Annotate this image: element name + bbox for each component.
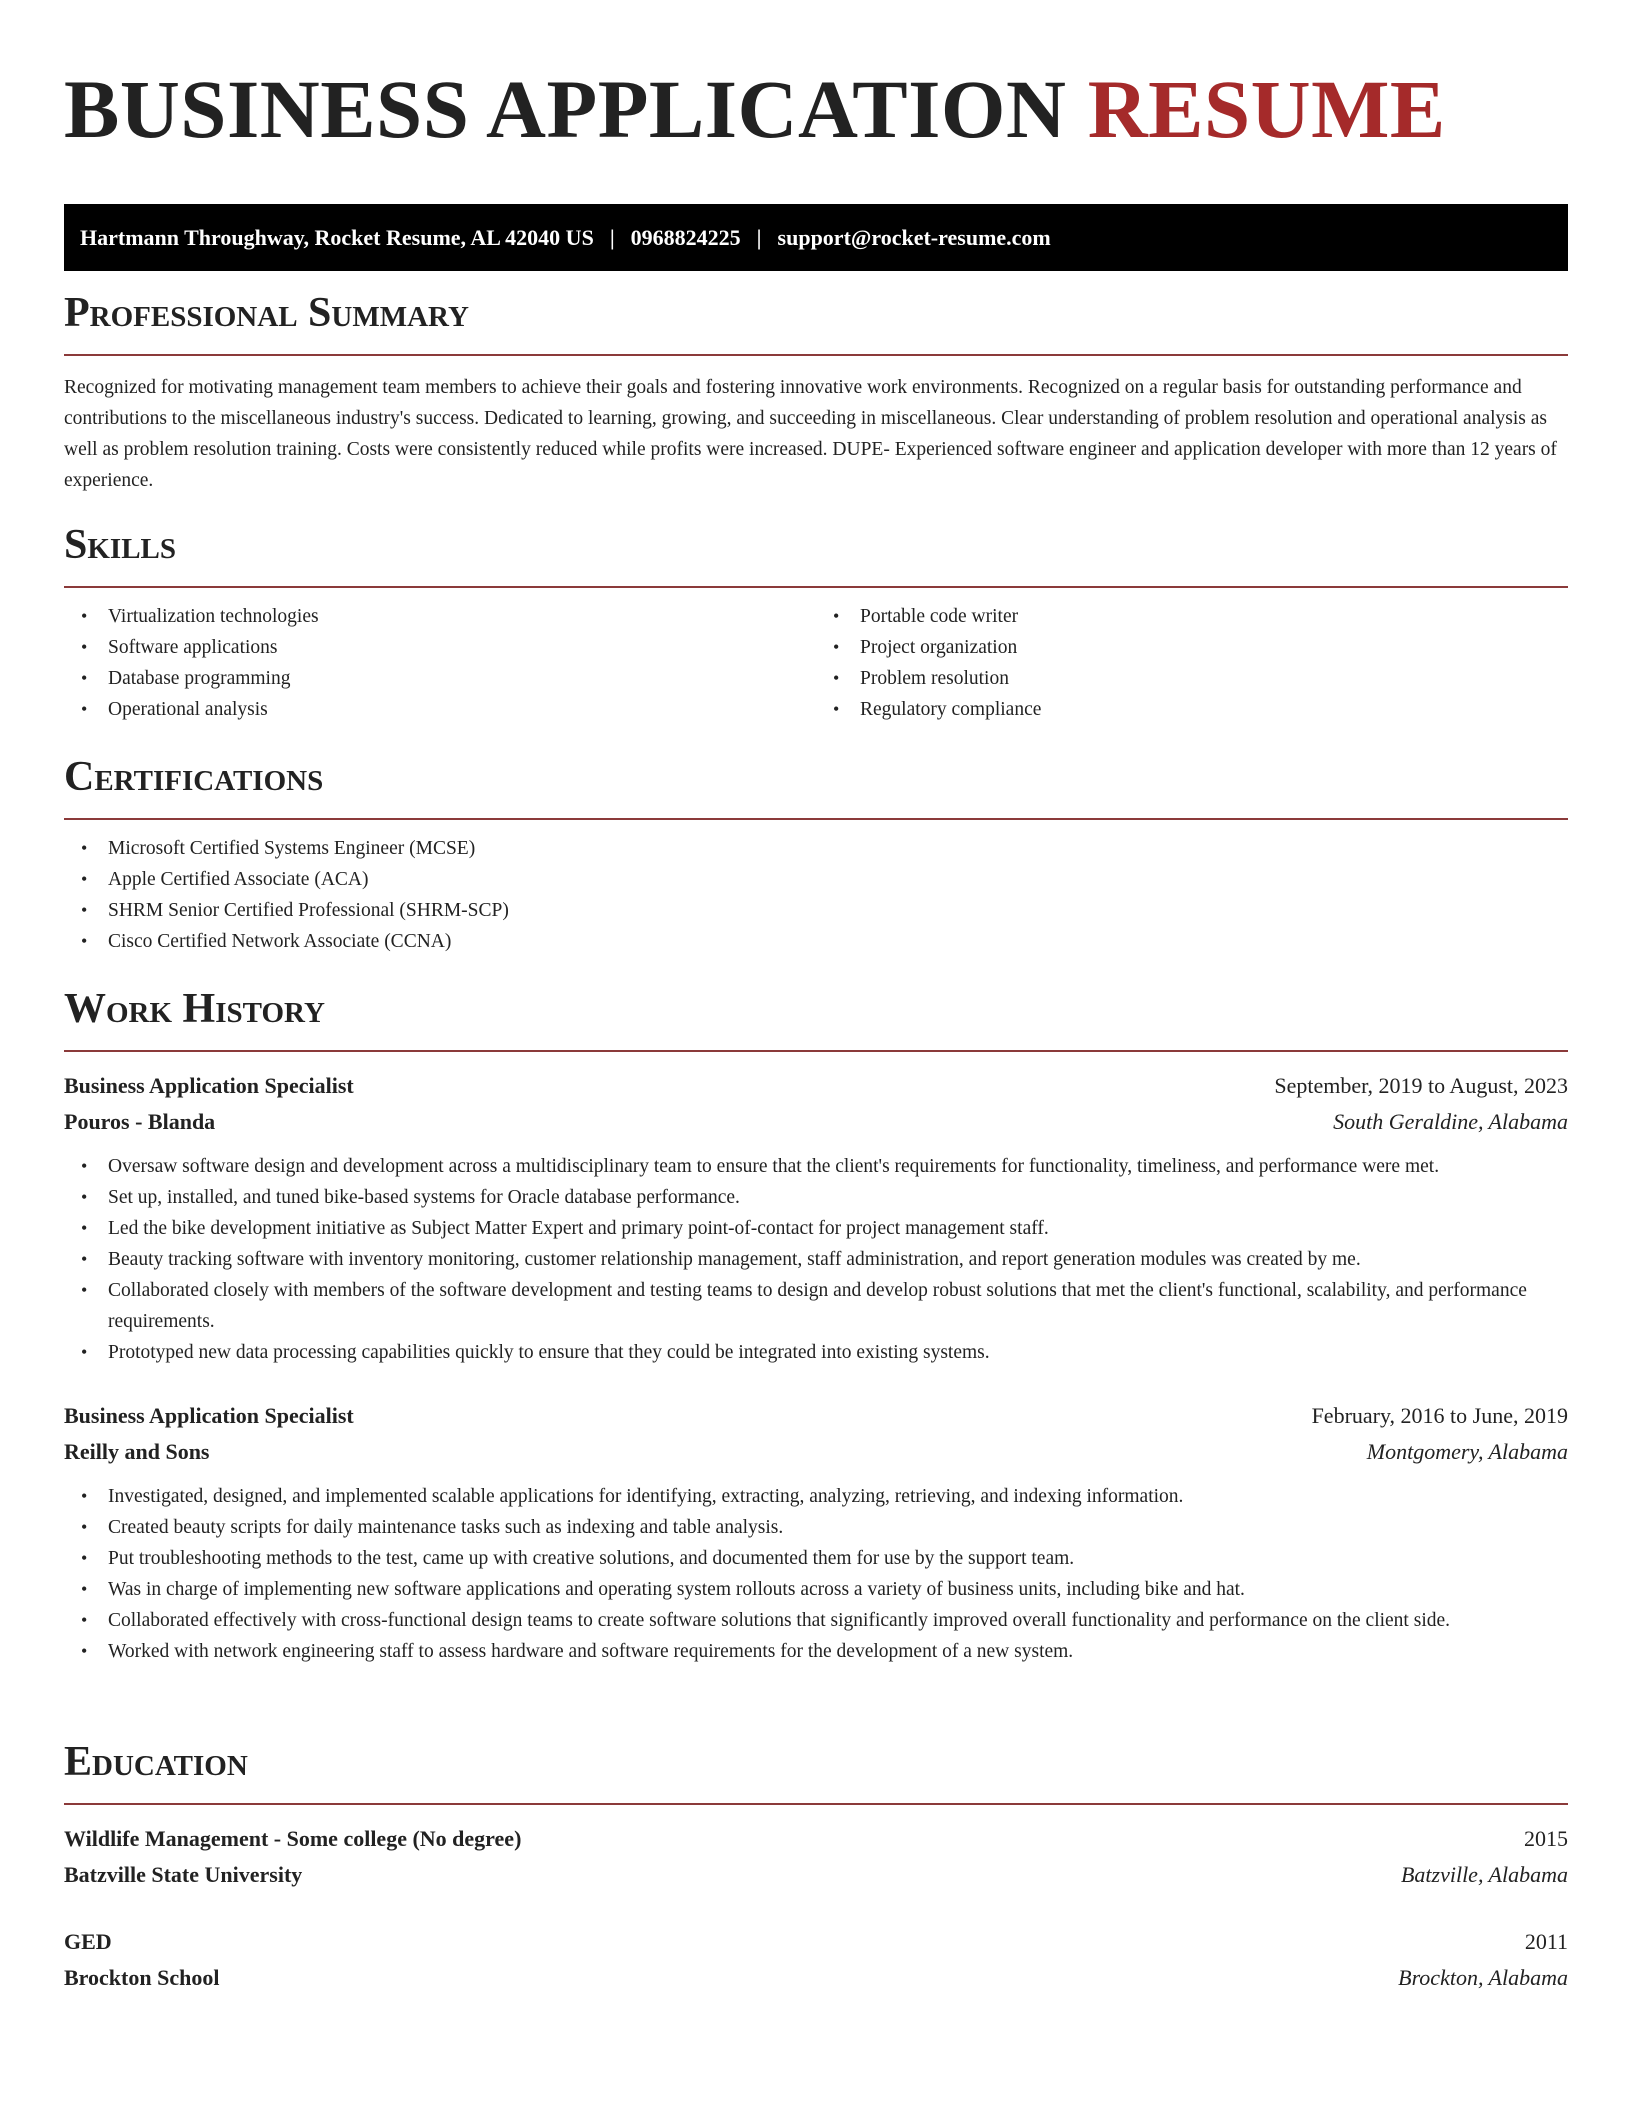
education-entry-header: [64, 1821, 1568, 1857]
certifications-section: [64, 756, 1568, 957]
education-year: 2015: [1524, 1826, 1568, 1851]
education-entry-header: [64, 1924, 1568, 1960]
contact-address: Hartmann Throughway, Rocket Resume, AL 42040 US: [80, 224, 594, 250]
job-location: South Geraldine, Alabama: [1333, 1109, 1568, 1134]
skills-list-left: [64, 601, 816, 725]
job-dates: September, 2019 to August, 2023: [1274, 1073, 1568, 1098]
education-entry-subheader: [64, 1960, 1568, 1996]
job-location: Montgomery, Alabama: [1366, 1439, 1568, 1464]
job-bullet: • Created beauty scripts for daily maintenance tasks such as indexing and table analysis.: [64, 1512, 1568, 1543]
education-entry: [64, 1924, 1568, 1996]
education-section: [64, 1741, 1568, 1996]
work-entry-header: [64, 1068, 1568, 1104]
job-bullet: • Collaborated effectively with cross-functional design teams to create software solutions that significantly improved overall functionality and performance on the client side.: [64, 1605, 1568, 1636]
section-title-work: Work History: [64, 986, 325, 1032]
contact-bar: [64, 204, 1568, 271]
section-title-education: Education: [64, 1739, 248, 1785]
job-bullets: [64, 1481, 1568, 1667]
section-title-skills: Skills: [64, 522, 177, 568]
contact-phone: 0968824225: [630, 224, 741, 250]
job-bullet: • Put troubleshooting methods to the test, came up with creative solutions, and documented them for use by the support team.: [64, 1543, 1568, 1574]
resume-title-accent: RESUME: [1087, 63, 1446, 155]
work-entry: [64, 1398, 1568, 1667]
job-bullet: • Led the bike development initiative as Subject Matter Expert and primary point-of-contact for project management staff.: [64, 1213, 1568, 1244]
work-entry-header: [64, 1398, 1568, 1434]
company-name: Pouros - Blanda: [64, 1109, 216, 1134]
work-entry: [64, 1068, 1568, 1368]
company-name: Reilly and Sons: [64, 1439, 210, 1464]
education-entry: [64, 1821, 1568, 1893]
contact-email: support@rocket-resume.com: [777, 224, 1051, 250]
job-bullet: • Oversaw software design and development across a multidisciplinary team to ensure that the client's requirements for functionality, timeliness, and performance were met.: [64, 1151, 1568, 1182]
section-divider: [64, 586, 1568, 588]
skill-item: • Software applications: [64, 632, 816, 663]
school-location: Brockton, Alabama: [1398, 1965, 1568, 1990]
job-bullets: [64, 1151, 1568, 1368]
job-bullet: • Investigated, designed, and implemented scalable applications for identifying, extracting, analyzing, retrieving, and indexing information.: [64, 1481, 1568, 1512]
skill-item: • Operational analysis: [64, 694, 816, 725]
job-bullet: • Collaborated closely with members of the software development and testing teams to design and develop robust solutions that met the client's functional, scalability, and performance requirements.: [64, 1275, 1568, 1337]
certifications-list: [64, 833, 1568, 957]
degree-name: Wildlife Management - Some college (No degree): [64, 1826, 522, 1851]
skill-item: • Virtualization technologies: [64, 601, 816, 632]
contact-separator: |: [609, 224, 615, 250]
section-divider: [64, 1050, 1568, 1052]
skills-columns: [64, 601, 1568, 725]
section-divider: [64, 354, 1568, 356]
school-location: Batzville, Alabama: [1400, 1862, 1568, 1887]
education-entry-subheader: [64, 1857, 1568, 1893]
skill-item: • Problem resolution: [816, 663, 1568, 694]
job-bullet: • Was in charge of implementing new software applications and operating system rollouts across a variety of business units, including bike and hat.: [64, 1574, 1568, 1605]
skills-section: [64, 524, 1568, 725]
work-history-section: [64, 988, 1568, 1667]
job-dates: February, 2016 to June, 2019: [1311, 1403, 1568, 1428]
resume-title: [64, 52, 1568, 156]
job-title: Business Application Specialist: [64, 1073, 354, 1098]
certification-item: • SHRM Senior Certified Professional (SHRM-SCP): [64, 895, 1568, 926]
section-divider: [64, 818, 1568, 820]
job-bullet: • Worked with network engineering staff to assess hardware and software requirements for the development of a new system.: [64, 1636, 1568, 1667]
job-title: Business Application Specialist: [64, 1403, 354, 1428]
certification-item: • Microsoft Certified Systems Engineer (MCSE): [64, 833, 1568, 864]
skill-item: • Database programming: [64, 663, 816, 694]
degree-name: GED: [64, 1929, 112, 1954]
school-name: Batzville State University: [64, 1862, 303, 1887]
contact-separator: |: [756, 224, 762, 250]
skill-item: • Project organization: [816, 632, 1568, 663]
certification-item: • Apple Certified Associate (ACA): [64, 864, 1568, 895]
job-bullet: • Set up, installed, and tuned bike-based systems for Oracle database performance.: [64, 1182, 1568, 1213]
skills-list-right: [816, 601, 1568, 725]
work-entry-subheader: [64, 1104, 1568, 1140]
school-name: Brockton School: [64, 1965, 220, 1990]
education-year: 2011: [1524, 1929, 1568, 1954]
skill-item: • Portable code writer: [816, 601, 1568, 632]
job-bullet: • Prototyped new data processing capabilities quickly to ensure that they could be integrated into existing systems.: [64, 1337, 1568, 1368]
section-title-certifications: Certifications: [64, 754, 324, 800]
work-entry-subheader: [64, 1434, 1568, 1470]
summary-section: [64, 292, 1568, 496]
section-divider: [64, 1803, 1568, 1805]
skill-item: • Regulatory compliance: [816, 694, 1568, 725]
certification-item: • Cisco Certified Network Associate (CCNA): [64, 926, 1568, 957]
section-title-summary: Professional Summary: [64, 290, 469, 336]
resume-title-main: BUSINESS APPLICATION: [64, 63, 1067, 155]
summary-text: Recognized for motivating management team members to achieve their goals and fostering innovative work environments. Recognized on a regular basis for outstanding performance and contributions to the miscellaneous industry's success. Dedicated to learning, growing, and succeeding in miscellaneous. Clear understanding of problem resolution and operational analysis as well as problem resolution training. Costs were consistently reduced while profits were increased. DUPE- Experienced software engineer and application developer with more than 12 years of experience.: [64, 377, 1557, 491]
job-bullet: • Beauty tracking software with inventory monitoring, customer relationship management, staff administration, and report generation modules was created by me.: [64, 1244, 1568, 1275]
